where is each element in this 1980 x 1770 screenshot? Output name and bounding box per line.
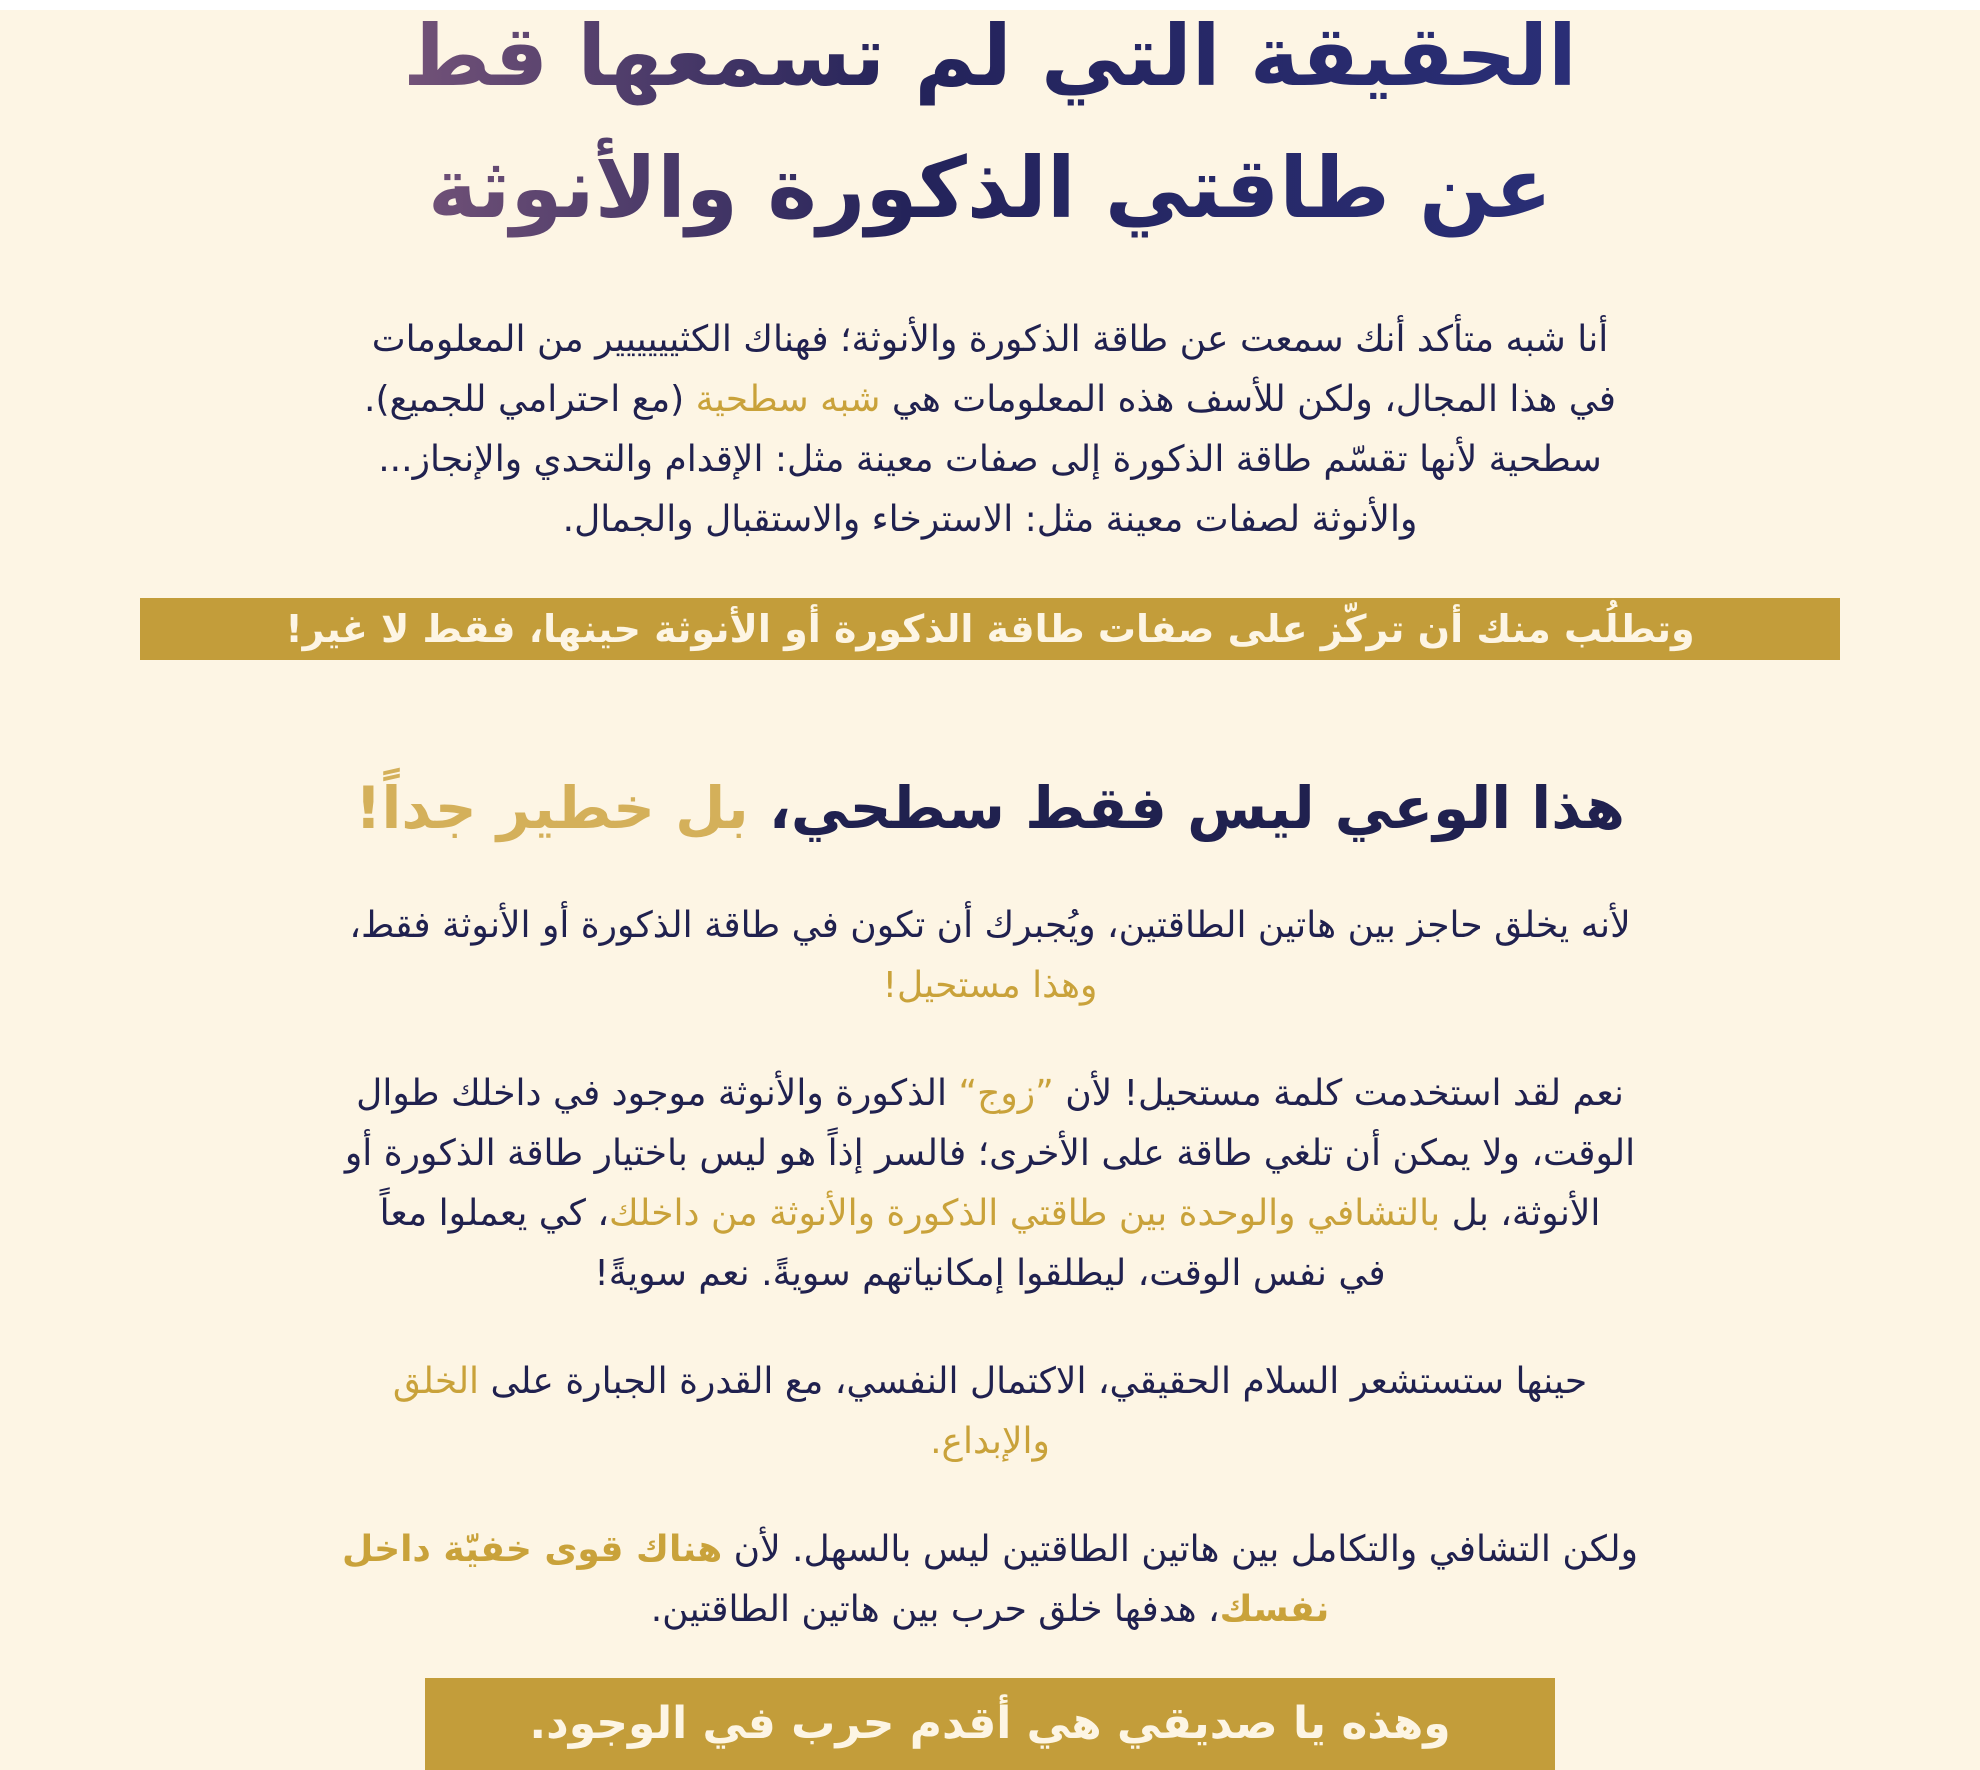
paragraph-impossible xyxy=(140,1064,1840,1304)
section-heading xyxy=(140,768,1840,848)
intro-line-4: والأنوثة لصفات معينة مثل: الاسترخاء والاستقبال والجمال. xyxy=(562,499,1418,540)
article xyxy=(140,0,1840,1770)
paragraph-hidden-forces-line-1: ولكن التشافي والتكامل بين هاتين الطاقتين ليس بالسهل. لأن xyxy=(722,1529,1638,1571)
closing-banner: وهذه يا صديقي هي أقدم حرب في الوجود. xyxy=(425,1678,1555,1770)
paragraph-impossible-line-1-end: الذكورة والأنوثة موجود في داخلك طوال xyxy=(356,1073,959,1115)
section-heading-highlight: بل خطير جداً! xyxy=(355,774,749,842)
paragraph-barrier-line-1: لأنه يخلق حاجز بين هاتين الطاقتين، ويُجبرك أن تكون في طاقة الذكورة أو الأنوثة فقط، xyxy=(349,905,1631,947)
paragraph-hidden-forces-highlight-2: نفسك xyxy=(1219,1589,1330,1631)
paragraph-impossible-highlight: بالتشافي والوحدة بين طاقتي الذكورة والأنوثة من داخلك xyxy=(609,1193,1441,1235)
intro-line-2-start: في هذا المجال، ولكن للأسف هذه المعلومات هي xyxy=(880,379,1616,420)
page-title xyxy=(140,0,1840,254)
paragraph-impossible-line-1-start: نعم لقد استخدمت كلمة مستحيل! لأن xyxy=(1053,1073,1624,1115)
paragraph-impossible-line-3-end: ، كي يعملوا معاً xyxy=(379,1193,610,1235)
title-line-2: عن طاقتي الذكورة والأنوثة xyxy=(427,139,1553,237)
paragraph-impossible-quote: ”زوج“ xyxy=(958,1073,1054,1115)
paragraph-peace-line-1: حينها ستستشعر السلام الحقيقي، الاكتمال النفسي، مع القدرة الجبارة على xyxy=(479,1361,1588,1403)
paragraph-impossible-line-2: الوقت، ولا يمكن أن تلغي طاقة على الأخرى؛ فالسر إذاً هو ليس باختيار طاقة الذكورة أو xyxy=(344,1133,1636,1175)
paragraph-hidden-forces-highlight-1: هناك قوى خفيّة داخل xyxy=(342,1529,723,1571)
title-line-1: الحقيقة التي لم تسمعها قط xyxy=(403,7,1577,105)
paragraph-hidden-forces xyxy=(140,1520,1840,1640)
paragraph-impossible-line-4: في نفس الوقت، ليطلقوا إمكانياتهم سويةً. نعم سويةً! xyxy=(594,1253,1386,1295)
paragraph-hidden-forces-line-2: ، هدفها خلق حرب بين هاتين الطاقتين. xyxy=(650,1589,1220,1631)
highlight-banner: وتطلُب منك أن تركّز على صفات طاقة الذكورة أو الأنوثة حينها، فقط لا غير! xyxy=(140,598,1840,660)
intro-paragraph xyxy=(140,310,1840,550)
paragraph-barrier-highlight: وهذا مستحيل! xyxy=(882,965,1098,1007)
paragraph-barrier xyxy=(140,896,1840,1016)
paragraph-impossible-line-3-start: الأنوثة، بل xyxy=(1440,1193,1601,1235)
paragraph-peace xyxy=(140,1352,1840,1472)
intro-highlight: شبه سطحية xyxy=(695,379,881,420)
intro-line-1: أنا شبه متأكد أنك سمعت عن طاقة الذكورة والأنوثة؛ فهناك الكثيييييير من المعلومات xyxy=(371,319,1609,360)
intro-line-2-end: (مع احترامي للجميع). xyxy=(364,379,696,420)
intro-line-3: سطحية لأنها تقسّم طاقة الذكورة إلى صفات معينة مثل: الإقدام والتحدي والإنجاز... xyxy=(378,439,1602,480)
paragraph-peace-highlight-2: والإبداع. xyxy=(930,1421,1050,1463)
section-heading-text: هذا الوعي ليس فقط سطحي، xyxy=(748,774,1625,842)
paragraph-peace-highlight-1: الخلق xyxy=(392,1361,480,1403)
